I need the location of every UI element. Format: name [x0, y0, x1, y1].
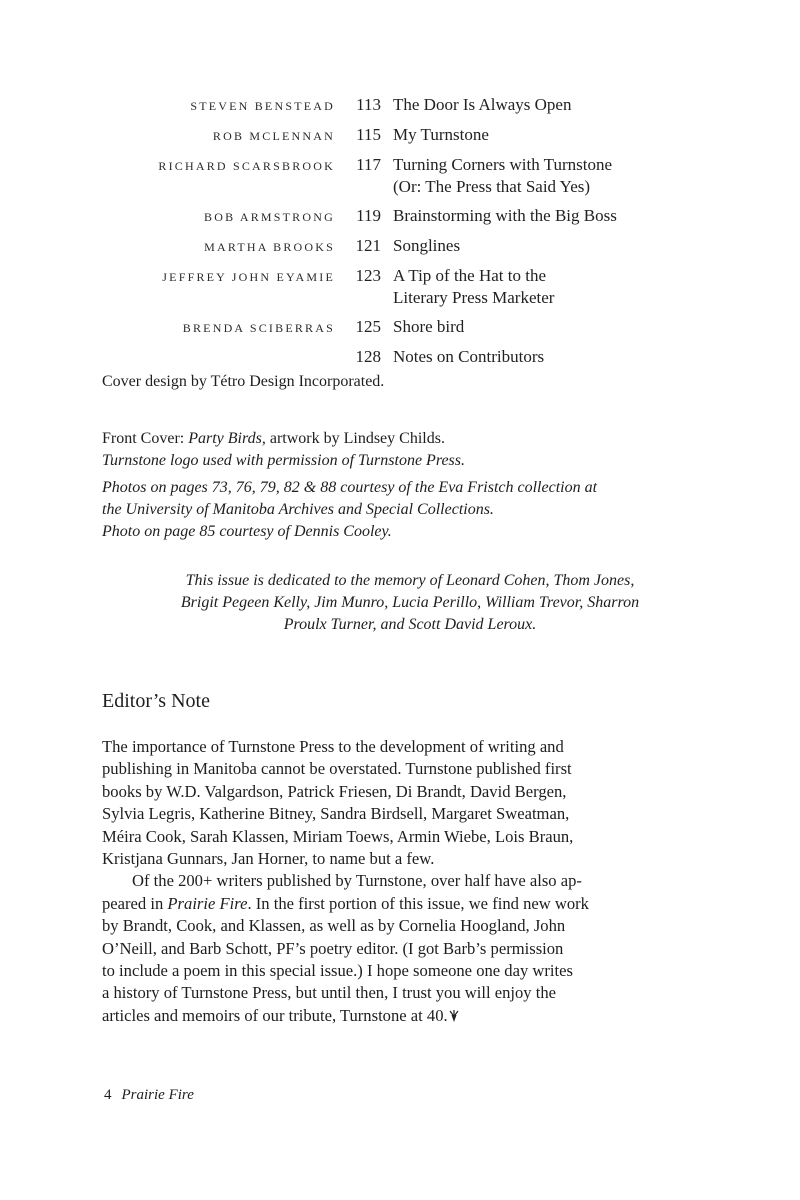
toc-title: Shore bird [393, 317, 465, 336]
toc-author: BOB ARMSTRONG [204, 210, 335, 224]
dedication-line: Proulx Turner, and Scott David Leroux. [283, 616, 537, 633]
toc-page-number: 113 [356, 95, 381, 114]
publication-title: Prairie Fire [167, 893, 248, 913]
toc-author: BRENDA SCIBERRAS [182, 321, 335, 335]
body-line: Of the 200+ writers published by Turnstone, over half have also ap- [132, 871, 582, 891]
body-text-segment: peared in [102, 893, 168, 913]
dedication-line: Brigit Pegeen Kelly, Jim Munro, Lucia Perillo, William Trevor, Sharron [180, 594, 640, 611]
toc-title: Songlines [393, 236, 461, 255]
page-footer [104, 1087, 194, 1104]
toc-entry [100, 205, 700, 228]
toc-author [100, 346, 335, 347]
front-cover-suffix: , artwork by Lindsey Childs. [261, 430, 445, 447]
body-line: The importance of Turnstone Press to the development of writing and [102, 737, 564, 756]
toc-entry [100, 265, 700, 309]
body-line: Kristjana Gunnars, Jan Horner, to name but a few. [102, 849, 435, 869]
toc-entry [100, 154, 700, 198]
toc-author: MARTHA BROOKS [204, 240, 335, 254]
dedication-line: This issue is dedicated to the memory of Leonard Cohen, Thom Jones, [185, 572, 635, 589]
toc-title: My Turnstone [393, 125, 489, 144]
toc-title: The Door Is Always Open [393, 95, 572, 114]
toc-author: ROB MCLENNAN [212, 129, 335, 143]
toc-page-number: 119 [356, 206, 381, 225]
body-line: books by W.D. Valgardson, Patrick Friesen, Di Brandt, David Bergen, [102, 781, 567, 801]
body-line: publishing in Manitoba cannot be overstated. Turnstone published first [102, 759, 572, 779]
editors-note-heading: Editor’s Note [102, 690, 210, 712]
toc-entry [100, 346, 700, 368]
toc-author: RICHARD SCARSBROOK [158, 159, 335, 173]
photo-credit-line-1: Photos on pages 73, 76, 79, 82 & 88 courtesy of the Eva Fristch collection at [102, 479, 598, 496]
photo-credit-line-3: Photo on page 85 courtesy of Dennis Cooley. [102, 523, 392, 540]
table-of-contents [100, 94, 700, 375]
toc-title: Turning Corners with Turnstone (Or: The Press that Said Yes) [393, 155, 612, 196]
photo-credit-line-2: the University of Manitoba Archives and Special Collections. [102, 501, 494, 518]
body-line: by Brandt, Cook, and Klassen, as well as by Cornelia Hoogland, John [102, 916, 566, 936]
editors-note-body [102, 736, 662, 1029]
toc-title: A Tip of the Hat to the Literary Press Marketer [393, 266, 555, 307]
turnstone-dingbat-icon [449, 1007, 459, 1029]
toc-author: JEFFREY JOHN EYAMIE [162, 270, 335, 284]
logo-permission: Turnstone logo used with permission of Turnstone Press. [102, 452, 465, 469]
toc-page-number: 128 [355, 347, 381, 366]
toc-page-number: 121 [355, 236, 381, 255]
dedication [130, 570, 690, 636]
toc-page-number: 125 [355, 317, 381, 336]
front-cover-artwork-title: Party Birds [188, 430, 262, 447]
body-line: to include a poem in this special issue.) I hope someone one day writes [102, 961, 573, 981]
toc-author: STEVEN BENSTEAD [190, 99, 335, 113]
body-line: a history of Turnstone Press, but until then, I trust you will enjoy the [102, 983, 557, 1003]
toc-page-number: 123 [355, 266, 381, 285]
front-cover-credit [102, 428, 445, 450]
body-line: Sylvia Legris, Katherine Bitney, Sandra Birdsell, Margaret Sweatman, [102, 804, 570, 824]
toc-title: Brainstorming with the Big Boss [393, 206, 617, 225]
toc-page-number: 117 [356, 155, 381, 174]
body-line: O’Neill, and Barb Schott, PF’s poetry editor. (I got Barb’s permission [102, 938, 564, 958]
body-text-segment: . In the first portion of this issue, we find new work [247, 893, 589, 913]
publication-name: Prairie Fire [121, 1087, 194, 1103]
body-line [102, 1005, 662, 1029]
front-cover-prefix: Front Cover: [102, 430, 189, 447]
page-number: 4 [104, 1087, 112, 1103]
body-line: Méira Cook, Sarah Klassen, Miriam Toews, Armin Wiebe, Lois Braun, [102, 826, 574, 846]
cover-design-credit: Cover design by Tétro Design Incorporated. [102, 373, 385, 390]
toc-entry [100, 94, 700, 117]
toc-entry [100, 124, 700, 147]
toc-title: Notes on Contributors [393, 347, 545, 366]
body-text-segment: articles and memoirs of our tribute, Turnstone at 40. [102, 1005, 448, 1025]
toc-page-number: 115 [356, 125, 381, 144]
toc-entry [100, 316, 700, 339]
toc-entry [100, 235, 700, 258]
body-line [102, 893, 662, 915]
